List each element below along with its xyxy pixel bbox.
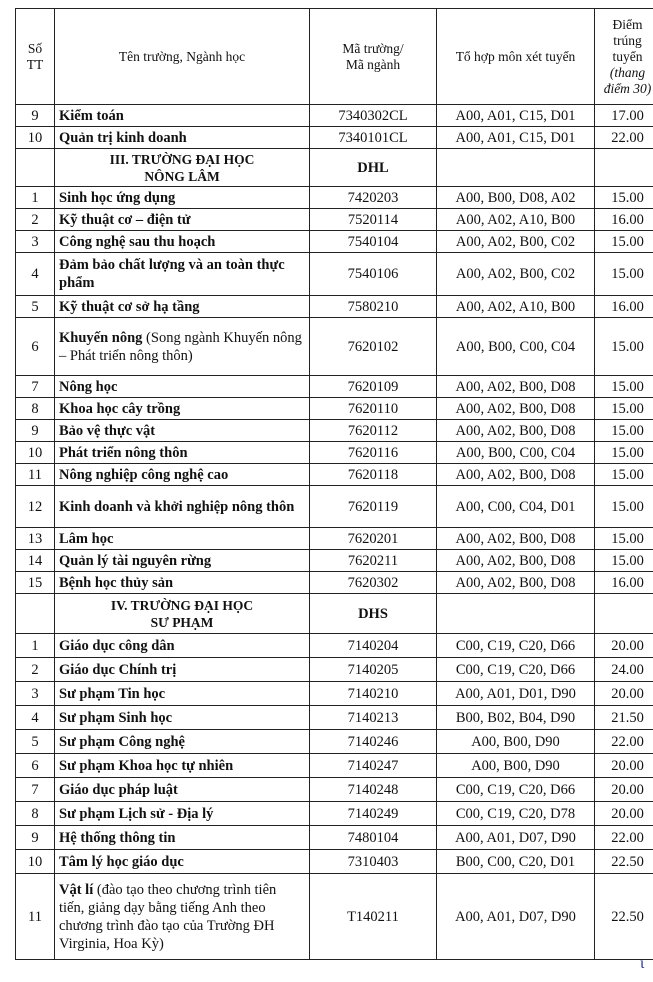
- header-stt: Số TT: [16, 9, 55, 105]
- row-combo: B00, B02, B04, D90: [437, 706, 595, 730]
- row-name: Vật lí (đào tạo theo chương trình tiên tiến, giảng dạy bằng tiếng Anh theo chương trình đào tạo của Trường ĐH Virginia, Hoa Kỳ): [55, 874, 310, 960]
- header-combo: Tổ hợp môn xét tuyển: [437, 9, 595, 105]
- row-name: Tâm lý học giáo dục: [55, 850, 310, 874]
- row-stt: 3: [16, 682, 55, 706]
- row-stt: 7: [16, 778, 55, 802]
- row-stt: 2: [16, 658, 55, 682]
- admission-scores-table: [15, 8, 653, 960]
- table-row: [16, 634, 653, 658]
- row-score: 15.00: [595, 442, 653, 464]
- row-code: 7420203: [310, 187, 437, 209]
- row-name: Bệnh học thủy sản: [55, 572, 310, 594]
- row-code: 7620201: [310, 528, 437, 550]
- table-row: [16, 528, 653, 550]
- row-stt: 10: [16, 850, 55, 874]
- row-combo: A00, A01, C15, D01: [437, 127, 595, 149]
- row-score: 16.00: [595, 296, 653, 318]
- row-stt: 6: [16, 318, 55, 376]
- row-code: 7620211: [310, 550, 437, 572]
- row-name: Sư phạm Khoa học tự nhiên: [55, 754, 310, 778]
- row-combo: A00, A02, B00, C02: [437, 253, 595, 296]
- row-stt: 4: [16, 253, 55, 296]
- row-code: 7580210: [310, 296, 437, 318]
- row-combo: A00, A01, D07, D90: [437, 826, 595, 850]
- row-code: 7620112: [310, 420, 437, 442]
- row-combo: A00, C00, C04, D01: [437, 486, 595, 528]
- row-score: 20.00: [595, 754, 653, 778]
- row-name: Công nghệ sau thu hoạch: [55, 231, 310, 253]
- row-stt: 3: [16, 231, 55, 253]
- row-code: 7540106: [310, 253, 437, 296]
- row-score: 15.00: [595, 318, 653, 376]
- section-code: DHL: [310, 149, 437, 187]
- row-score: 20.00: [595, 802, 653, 826]
- row-name: Sinh học ứng dụng: [55, 187, 310, 209]
- row-name: Sư phạm Lịch sử - Địa lý: [55, 802, 310, 826]
- row-combo: A00, A02, B00, D08: [437, 528, 595, 550]
- table-header-row: [16, 9, 653, 105]
- row-stt: 14: [16, 550, 55, 572]
- row-stt: 11: [16, 464, 55, 486]
- table-row: [16, 706, 653, 730]
- row-stt: 9: [16, 105, 55, 127]
- row-stt: 9: [16, 420, 55, 442]
- row-name: Đảm bảo chất lượng và an toàn thực phẩm: [55, 253, 310, 296]
- table-row: [16, 572, 653, 594]
- section-4-header: [16, 594, 653, 634]
- row-score: 22.00: [595, 730, 653, 754]
- table-row: [16, 105, 653, 127]
- row-score: 20.00: [595, 634, 653, 658]
- row-combo: A00, B00, D08, A02: [437, 187, 595, 209]
- row-code: T140211: [310, 874, 437, 960]
- row-name: Khuyến nông (Song ngành Khuyến nông – Phát triển nông thôn): [55, 318, 310, 376]
- row-combo: A00, A01, D01, D90: [437, 682, 595, 706]
- row-stt: 7: [16, 376, 55, 398]
- row-code: 7140204: [310, 634, 437, 658]
- table-row: [16, 658, 653, 682]
- row-stt: 15: [16, 572, 55, 594]
- table-row: [16, 209, 653, 231]
- row-stt: 9: [16, 826, 55, 850]
- row-name: Sư phạm Tin học: [55, 682, 310, 706]
- row-score: 22.50: [595, 850, 653, 874]
- row-score: 17.00: [595, 105, 653, 127]
- row-stt: 10: [16, 442, 55, 464]
- row-score: 15.00: [595, 231, 653, 253]
- row-stt: 8: [16, 398, 55, 420]
- row-combo: A00, A01, C15, D01: [437, 105, 595, 127]
- row-code: 7620119: [310, 486, 437, 528]
- row-code: 7620110: [310, 398, 437, 420]
- margin-signature-mark: ɩ: [640, 955, 645, 972]
- row-score: 22.00: [595, 127, 653, 149]
- table-row: [16, 778, 653, 802]
- row-code: 7310403: [310, 850, 437, 874]
- table-row: [16, 826, 653, 850]
- row-combo: C00, C19, C20, D66: [437, 634, 595, 658]
- section-4-rows: [16, 634, 653, 960]
- row-code: 7140246: [310, 730, 437, 754]
- table-row: [16, 850, 653, 874]
- table-row: [16, 550, 653, 572]
- row-score: 20.00: [595, 682, 653, 706]
- row-name: Sư phạm Sinh học: [55, 706, 310, 730]
- row-combo: A00, A02, B00, D08: [437, 420, 595, 442]
- table-row: [16, 486, 653, 528]
- table-row: [16, 253, 653, 296]
- row-combo: A00, A02, B00, D08: [437, 398, 595, 420]
- row-score: 16.00: [595, 572, 653, 594]
- row-score: 21.50: [595, 706, 653, 730]
- row-code: 7340302CL: [310, 105, 437, 127]
- row-name: Nông học: [55, 376, 310, 398]
- row-combo: A00, B00, C00, C04: [437, 318, 595, 376]
- header-name: Tên trường, Ngành học: [55, 9, 310, 105]
- table-row: [16, 318, 653, 376]
- row-combo: B00, C00, C20, D01: [437, 850, 595, 874]
- row-name: Sư phạm Công nghệ: [55, 730, 310, 754]
- row-score: 15.00: [595, 486, 653, 528]
- row-code: 7140205: [310, 658, 437, 682]
- row-code: 7620109: [310, 376, 437, 398]
- table-row: [16, 398, 653, 420]
- section-3-rows: [16, 187, 653, 594]
- row-code: 7140248: [310, 778, 437, 802]
- row-code: 7520114: [310, 209, 437, 231]
- row-name: Giáo dục Chính trị: [55, 658, 310, 682]
- row-combo: A00, B00, C00, C04: [437, 442, 595, 464]
- table-row: [16, 874, 653, 960]
- row-name: Giáo dục pháp luật: [55, 778, 310, 802]
- table-row: [16, 296, 653, 318]
- row-score: 15.00: [595, 253, 653, 296]
- section-row: [16, 149, 653, 187]
- row-stt: 12: [16, 486, 55, 528]
- row-name: Kinh doanh và khởi nghiệp nông thôn: [55, 486, 310, 528]
- row-combo: C00, C19, C20, D66: [437, 658, 595, 682]
- row-score: 24.00: [595, 658, 653, 682]
- section-row: [16, 594, 653, 634]
- row-stt: 5: [16, 730, 55, 754]
- row-combo: A00, A02, B00, D08: [437, 376, 595, 398]
- row-name: Kiểm toán: [55, 105, 310, 127]
- row-name: Phát triển nông thôn: [55, 442, 310, 464]
- header-code: Mã trường/ Mã ngành: [310, 9, 437, 105]
- row-name: Quản trị kinh doanh: [55, 127, 310, 149]
- row-name: Khoa học cây trồng: [55, 398, 310, 420]
- row-combo: A00, B00, D90: [437, 730, 595, 754]
- row-code: 7140247: [310, 754, 437, 778]
- row-code: 7620302: [310, 572, 437, 594]
- row-code: 7620118: [310, 464, 437, 486]
- table-row: [16, 464, 653, 486]
- header-score: Điểm trúng tuyển (thang điểm 30): [595, 9, 653, 105]
- table-row: [16, 682, 653, 706]
- row-combo: A00, A02, B00, D08: [437, 550, 595, 572]
- row-score: 15.00: [595, 464, 653, 486]
- row-combo: A00, A02, A10, B00: [437, 296, 595, 318]
- row-name: Giáo dục công dân: [55, 634, 310, 658]
- row-name: Kỹ thuật cơ sở hạ tầng: [55, 296, 310, 318]
- row-code: 7140249: [310, 802, 437, 826]
- row-code: 7340101CL: [310, 127, 437, 149]
- row-score: 15.00: [595, 550, 653, 572]
- section-3-header: [16, 149, 653, 187]
- row-combo: A00, A02, A10, B00: [437, 209, 595, 231]
- row-code: 7620102: [310, 318, 437, 376]
- row-stt: 1: [16, 634, 55, 658]
- table-row: [16, 187, 653, 209]
- table-row: [16, 127, 653, 149]
- row-code: 7620116: [310, 442, 437, 464]
- row-score: 16.00: [595, 209, 653, 231]
- row-code: 7480104: [310, 826, 437, 850]
- row-stt: 6: [16, 754, 55, 778]
- row-score: 15.00: [595, 187, 653, 209]
- table-row: [16, 802, 653, 826]
- row-score: 15.00: [595, 376, 653, 398]
- row-score: 20.00: [595, 778, 653, 802]
- row-score: 15.00: [595, 420, 653, 442]
- pre-rows: [16, 105, 653, 149]
- row-name: Bảo vệ thực vật: [55, 420, 310, 442]
- row-score: 22.00: [595, 826, 653, 850]
- row-stt: 8: [16, 802, 55, 826]
- row-stt: 11: [16, 874, 55, 960]
- row-stt: 2: [16, 209, 55, 231]
- row-combo: A00, A01, D07, D90: [437, 874, 595, 960]
- row-stt: 5: [16, 296, 55, 318]
- row-code: 7540104: [310, 231, 437, 253]
- table-row: [16, 231, 653, 253]
- row-combo: A00, A02, B00, C02: [437, 231, 595, 253]
- row-name: Quản lý tài nguyên rừng: [55, 550, 310, 572]
- table-row: [16, 420, 653, 442]
- table-row: [16, 376, 653, 398]
- row-combo: C00, C19, C20, D66: [437, 778, 595, 802]
- row-stt: 1: [16, 187, 55, 209]
- row-score: 15.00: [595, 398, 653, 420]
- row-name: Lâm học: [55, 528, 310, 550]
- section-code: DHS: [310, 594, 437, 634]
- row-name: Hệ thống thông tin: [55, 826, 310, 850]
- row-score: 22.50: [595, 874, 653, 960]
- table-row: [16, 754, 653, 778]
- row-score: 15.00: [595, 528, 653, 550]
- row-code: 7140210: [310, 682, 437, 706]
- row-combo: C00, C19, C20, D78: [437, 802, 595, 826]
- row-name: Nông nghiệp công nghệ cao: [55, 464, 310, 486]
- section-title: III. TRƯỜNG ĐẠI HỌC NÔNG LÂM: [55, 149, 310, 187]
- table-row: [16, 442, 653, 464]
- row-stt: 10: [16, 127, 55, 149]
- row-code: 7140213: [310, 706, 437, 730]
- row-stt: 4: [16, 706, 55, 730]
- row-combo: A00, B00, D90: [437, 754, 595, 778]
- row-name: Kỹ thuật cơ – điện tử: [55, 209, 310, 231]
- row-combo: A00, A02, B00, D08: [437, 572, 595, 594]
- row-stt: 13: [16, 528, 55, 550]
- section-title: IV. TRƯỜNG ĐẠI HỌC SƯ PHẠM: [55, 594, 310, 634]
- table-row: [16, 730, 653, 754]
- row-combo: A00, A02, B00, D08: [437, 464, 595, 486]
